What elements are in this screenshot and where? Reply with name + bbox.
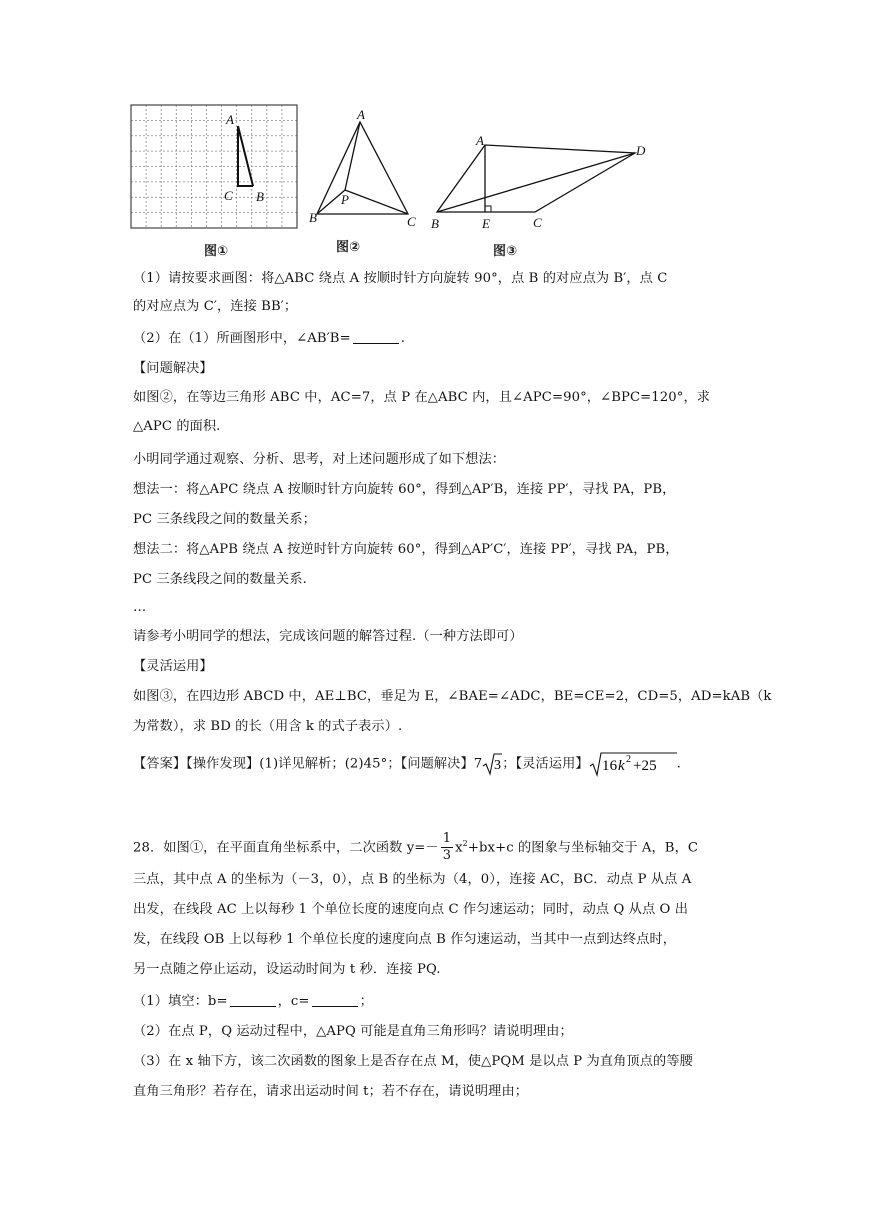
- fig2-label-p: P: [341, 192, 349, 207]
- fig2-label-b: B: [309, 210, 317, 225]
- fig1-label-c: C: [224, 188, 233, 203]
- section-heading: 【问题解决】: [133, 361, 213, 376]
- sqrt-3: [482, 752, 502, 776]
- fig2-label-a: A: [357, 107, 365, 122]
- text-line: PC 三条线段之间的数量关系；: [133, 512, 316, 527]
- text-line: 如图②，在等边三角形 ABC 中，AC=7，点 P 在△ABC 内，且∠APC=90°，∠BPC=120°，求: [133, 390, 711, 405]
- fig3-label-a: A: [476, 133, 484, 148]
- text-line: 三点，其中点 A 的坐标为（－3，0），点 B 的坐标为（4，0），连接 AC，BC．动点 P 从点 A: [133, 872, 692, 887]
- text-line: 请参考小明同学的想法，完成该问题的解答过程.（一种方法即可）: [133, 629, 523, 644]
- text-line: 为常数），求 BD 的长（用含 k 的式子表示）.: [133, 719, 403, 734]
- section-heading: 【灵活运用】: [133, 659, 213, 674]
- q28-fill-blank-line: （1）填空：b= ，c= ；: [133, 994, 373, 1009]
- fraction-one-third: $\frac{1}{3}$: [442, 831, 452, 864]
- figure-3-quadrilateral: [425, 128, 660, 236]
- ellipsis: …: [133, 600, 147, 615]
- figure-3-caption: 图③: [493, 244, 518, 259]
- text-line: 直角三角形？若存在，请求出运动时间 t；若不存在，请说明理由；: [133, 1084, 529, 1099]
- fig1-label-a: A: [226, 112, 234, 127]
- sqrt-16k2-25: [589, 751, 677, 777]
- text-line: PC 三条线段之间的数量关系.: [133, 572, 307, 587]
- text-line: 另一点随之停止运动，设运动时间为 t 秒．连接 PQ.: [133, 962, 441, 977]
- answer-line: 【答案】【操作发现】(1)详见解析；(2)45°；【问题解决】7 3 ；【灵活运用】 16 k 2 +25 .: [133, 751, 773, 778]
- text-line: 出发，在线段 AC 上以每秒 1 个单位长度的速度向点 C 作匀速运动；同时，动点 Q 从点 O 出: [133, 902, 689, 917]
- text-line: △APC 的面积.: [133, 419, 221, 434]
- text-line: （2）在点 P，Q 运动过程中，△APQ 可能是直角三角形吗？请说明理由；: [133, 1024, 573, 1039]
- text-line: 发，在线段 OB 上以每秒 1 个单位长度的速度向点 B 作匀速运动，当其中一点到达终点时，: [133, 932, 677, 947]
- text-line: （1）请按要求画图：将△ABC 绕点 A 按顺时针方向旋转 90°，点 B 的对应点为 B′，点 C: [133, 271, 668, 286]
- text-line: 小明同学通过观察、分析、思考，对上述问题形成了如下想法：: [133, 452, 506, 467]
- svg-text:+25: +25: [632, 758, 657, 774]
- svg-text:k: k: [617, 758, 625, 774]
- blank-c[interactable]: [312, 993, 358, 1007]
- fig1-label-b: B: [256, 189, 264, 204]
- answer-blank[interactable]: [353, 330, 399, 344]
- figure-1-grid-triangle: [130, 104, 300, 232]
- figure-2-caption: 图②: [336, 240, 361, 255]
- q28-line-1: 28．如图①，在平面直角坐标系中，二次函数 y=－ $\frac{1}{3}$ $x^2+bx+c$ 的图象与坐标轴交于 A，B，C: [133, 831, 699, 864]
- blank-b[interactable]: [230, 993, 276, 1007]
- text-line: 的对应点为 C′，连接 BB′；: [133, 299, 298, 314]
- fig3-label-e: E: [482, 216, 490, 231]
- fig3-label-d: D: [636, 143, 646, 158]
- svg-text:3: 3: [494, 758, 502, 773]
- fig2-label-c: C: [407, 214, 416, 229]
- figure-2-triangle-p: [305, 104, 430, 232]
- fig3-label-c: C: [533, 215, 542, 230]
- svg-text:16: 16: [601, 758, 617, 774]
- text-line: 想法一：将△APC 绕点 A 按顺时针方向旋转 60°，得到△AP′B，连接 PP′，寻找 PA，PB，: [133, 482, 676, 497]
- text-line: （3）在 x 轴下方，该二次函数的图象上是否存在点 M，使△PQM 是以点 P 为直角顶点的等腰: [133, 1054, 693, 1069]
- figure-1-caption: 图①: [204, 244, 229, 259]
- text-line: 想法二：将△APB 绕点 A 按逆时针方向旋转 60°，得到△AP′C′，连接 PP′，寻找 PA，PB，: [133, 542, 679, 557]
- svg-text:2: 2: [625, 754, 631, 765]
- fig3-label-b: B: [431, 216, 439, 231]
- text-line: 如图③，在四边形 ABCD 中，AE⊥BC，垂足为 E，∠BAE=∠ADC，BE=CE=2，CD=5，AD=kAB（k: [133, 689, 772, 704]
- text-line-blank: （2）在（1）所画图形中，∠AB′B= .: [133, 331, 406, 346]
- grid-lines: [131, 105, 297, 228]
